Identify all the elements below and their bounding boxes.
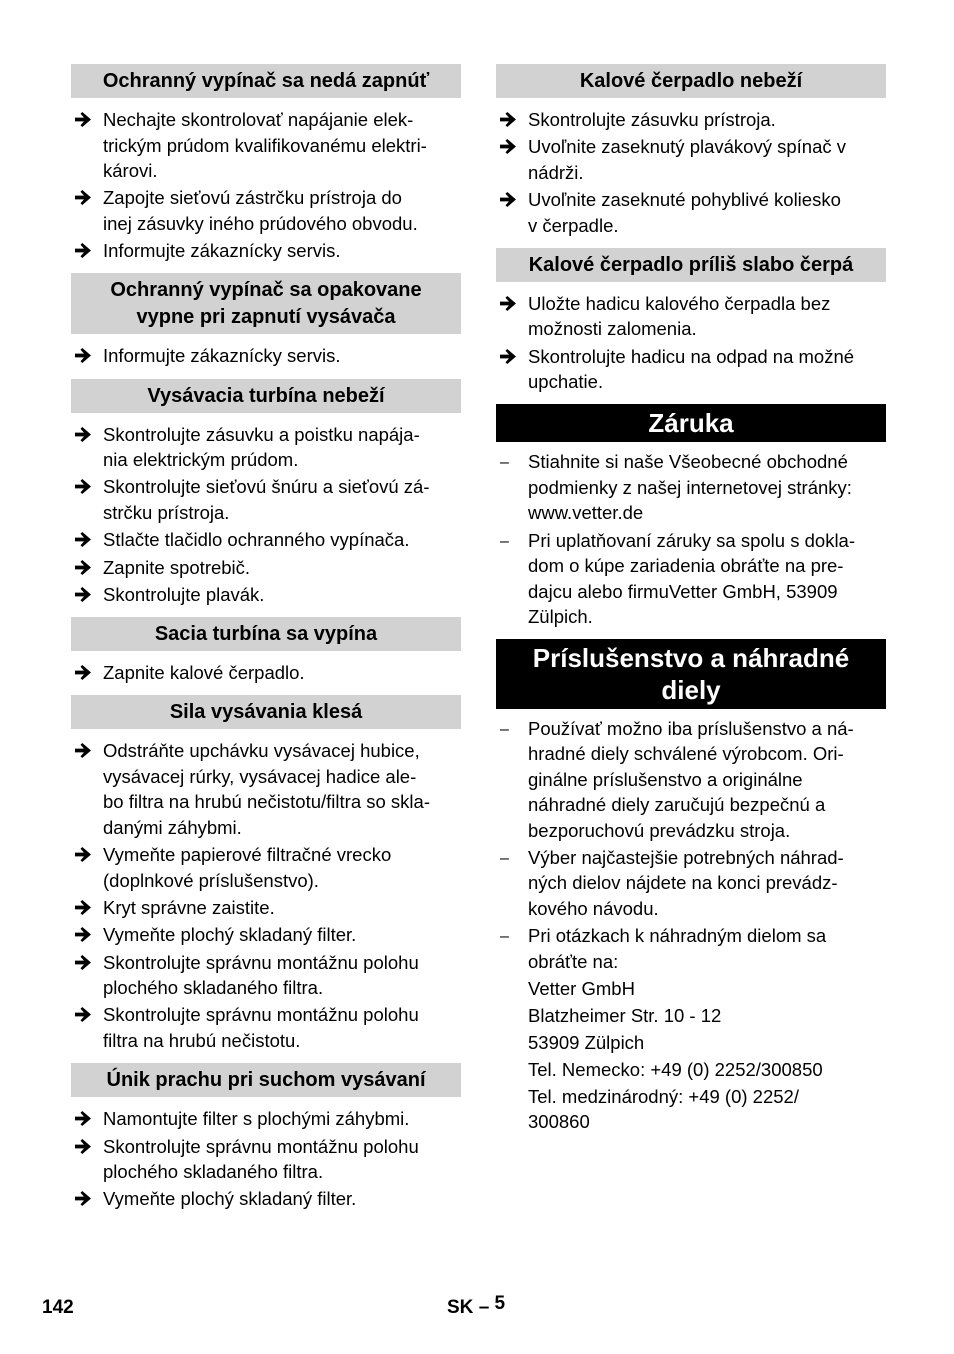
arrow-icon	[75, 343, 91, 363]
arrow-icon	[75, 1002, 91, 1022]
list-item	[496, 134, 886, 185]
arrow-list	[496, 291, 886, 395]
arrow-icon	[75, 185, 91, 205]
arrow-icon	[75, 895, 91, 915]
list-item	[71, 343, 461, 369]
list-item-text: Zapnite kalové čerpadlo.	[103, 662, 305, 684]
list-item-text: Informujte zákaznícky servis.	[103, 345, 341, 367]
arrow-icon	[500, 187, 516, 207]
arrow-icon	[75, 555, 91, 575]
arrow-icon	[75, 738, 91, 758]
dash-bullet: –	[500, 720, 509, 738]
left-column	[71, 64, 461, 1214]
list-item	[71, 422, 461, 473]
list-item-text: Uvoľnite zaseknutý plavákový spínač v nádrži.	[528, 136, 846, 183]
list-item-text: Zapojte sieťovú zástrčku prístroja do inej zásuvky iného prúdového obvodu.	[103, 187, 418, 234]
section-heading: Ochranný vypínač sa opakovane vypne pri zapnutí vysávača	[71, 273, 461, 334]
list-item	[71, 1134, 461, 1185]
list-item-text: Nechajte skontrolovať napájanie elek- trickým prúdom kvalifikovanému elektri- károvi.	[103, 109, 427, 181]
arrow-icon	[75, 527, 91, 547]
dash-bullet: –	[500, 849, 509, 867]
arrow-list	[496, 107, 886, 238]
list-item	[496, 528, 886, 630]
list-item-text: Vymeňte plochý skladaný filter.	[103, 924, 357, 946]
list-item-text: Zapnite spotrebič.	[103, 556, 251, 578]
dash-bullet: –	[500, 454, 509, 472]
dash-list	[496, 716, 886, 975]
contact-address	[496, 976, 886, 1135]
list-item	[71, 660, 461, 686]
list-item-text: Stlačte tlačidlo ochranného vypínača.	[103, 529, 410, 551]
arrow-icon	[75, 582, 91, 602]
list-item	[71, 1106, 461, 1132]
list-item-text: Uvoľnite zaseknuté pohyblivé koliesko v čerpadle.	[528, 189, 841, 236]
list-item	[496, 187, 886, 238]
arrow-list	[71, 1106, 461, 1212]
list-item-text: Používať možno iba príslušenstvo a ná- hradné diely schválené výrobcom. Ori- ginálne príslušenstvo a originálne náhradné diely zaručujú bezpečnú a bezporuchovú prevádzku stroja.	[528, 717, 854, 841]
dash-bullet: –	[500, 928, 509, 946]
arrow-icon	[75, 422, 91, 442]
section-page-number: 5	[494, 1293, 506, 1314]
language-code: SK	[447, 1297, 474, 1318]
address-line: Blatzheimer Str. 10 - 12	[528, 1004, 722, 1026]
arrow-icon	[75, 238, 91, 258]
list-item-text: Skontrolujte hadicu na odpad na možné upchatie.	[528, 345, 855, 393]
list-item-text: Výber najčastejšie potrebných náhrad- ných dielov nájdete na konci prevádz- kového návodu.	[528, 846, 844, 919]
list-item	[71, 895, 461, 921]
list-item	[496, 923, 886, 974]
list-item	[71, 474, 461, 525]
list-item-text: Kryt správne zaistite.	[103, 897, 275, 919]
arrow-icon	[75, 660, 91, 680]
section-heading: Sila vysávania klesá	[71, 695, 461, 729]
list-item	[496, 344, 886, 395]
list-item-text: Uložte hadicu kalového čerpadla bez možnosti zalomenia.	[528, 292, 831, 340]
list-item-text: Pri uplatňovaní záruky sa spolu s dokla- dom o kúpe zariadenia obráťte na pre- dajcu alebo firmuVetter GmbH, 53909 Zülpich.	[528, 529, 856, 628]
list-item-text: Skontrolujte sieťovú šnúru a sieťovú zá- strčku prístroja.	[103, 476, 430, 523]
arrow-icon	[75, 474, 91, 494]
footer-separator: –	[478, 1297, 490, 1318]
section-heading: Kalové čerpadlo nebeží	[496, 64, 886, 98]
list-item	[496, 291, 886, 342]
arrow-icon	[500, 107, 516, 127]
arrow-list	[71, 422, 461, 608]
arrow-icon	[75, 950, 91, 970]
list-item	[71, 582, 461, 608]
address-line: Tel. Nemecko: +49 (0) 2252/300850	[528, 1058, 823, 1080]
address-line: Vetter GmbH	[528, 977, 635, 999]
section-heading: Vysávacia turbína nebeží	[71, 379, 461, 413]
right-column	[496, 64, 886, 1136]
list-item-text: Skontrolujte správnu montážnu polohu filtra na hrubú nečistotu.	[103, 1004, 419, 1051]
list-item-text: Pri otázkach k náhradným dielom sa obráťte na:	[528, 925, 827, 972]
list-item	[71, 185, 461, 236]
arrow-list	[71, 660, 461, 686]
dash-bullet: –	[500, 532, 509, 550]
page-number: 142	[42, 1297, 74, 1318]
section-heading: Únik prachu pri suchom vysávaní	[71, 1063, 461, 1097]
list-item-text: Vymeňte papierové filtračné vrecko (doplnkové príslušenstvo).	[103, 844, 392, 891]
list-item	[496, 716, 886, 844]
arrow-icon	[500, 344, 516, 364]
list-item-text: Skontrolujte zásuvku a poistku napája- nia elektrickým prúdom.	[103, 423, 420, 471]
list-item-text: Vymeňte plochý skladaný filter.	[103, 1188, 357, 1210]
list-item	[71, 107, 461, 184]
list-item	[71, 238, 461, 264]
dash-list	[496, 449, 886, 629]
list-item-text: Skontrolujte správnu montážnu polohu plochého skladaného filtra.	[103, 1135, 419, 1183]
address-line: 53909 Zülpich	[528, 1031, 645, 1053]
list-item-text: Odstráňte upchávku vysávacej hubice, vysávacej rúrky, vysávacej hadice ale- bo filtra na hrubú nečistotu/filtra so skla- danými záhybmi.	[103, 740, 430, 838]
chapter-heading-warranty: Záruka	[496, 404, 886, 442]
arrow-icon	[75, 1134, 91, 1154]
chapter-heading-accessories: Príslušenstvo a náhradné diely	[496, 639, 886, 709]
list-item-text: Namontujte filter s plochými záhybmi.	[103, 1108, 410, 1130]
list-item-text: Skontrolujte plavák.	[103, 583, 265, 605]
arrow-icon	[75, 107, 91, 127]
list-item	[71, 1186, 461, 1212]
section-heading: Kalové čerpadlo príliš slabo čerpá	[496, 248, 886, 282]
list-item	[71, 950, 461, 1001]
list-item-text: Informujte zákaznícky servis.	[103, 240, 341, 262]
arrow-icon	[75, 1186, 91, 1206]
arrow-icon	[500, 291, 516, 311]
list-item	[71, 922, 461, 948]
list-item	[71, 527, 461, 553]
section-heading: Ochranný vypínač sa nedá zapnúť	[71, 64, 461, 98]
arrow-list	[71, 343, 461, 369]
arrow-icon	[75, 922, 91, 942]
address-line: Tel. medzinárodný: +49 (0) 2252/ 300860	[528, 1085, 799, 1133]
page-footer-section	[447, 1293, 506, 1319]
arrow-icon	[75, 1106, 91, 1126]
arrow-list	[71, 107, 461, 264]
section-heading: Sacia turbína sa vypína	[71, 617, 461, 651]
list-item	[71, 555, 461, 581]
list-item-text: Skontrolujte správnu montážnu polohu plochého skladaného filtra.	[103, 951, 419, 999]
list-item	[496, 107, 886, 133]
list-item	[71, 842, 461, 893]
list-item	[496, 845, 886, 922]
arrow-list	[71, 738, 461, 1053]
arrow-icon	[500, 134, 516, 154]
arrow-icon	[75, 842, 91, 862]
list-item	[71, 738, 461, 840]
list-item	[496, 449, 886, 526]
list-item-text: Stiahnite si naše Všeobecné obchodné podmienky z našej internetovej stránky: www.vetter.de	[528, 451, 852, 524]
list-item-text: Skontrolujte zásuvku prístroja.	[528, 109, 776, 130]
list-item	[71, 1002, 461, 1053]
